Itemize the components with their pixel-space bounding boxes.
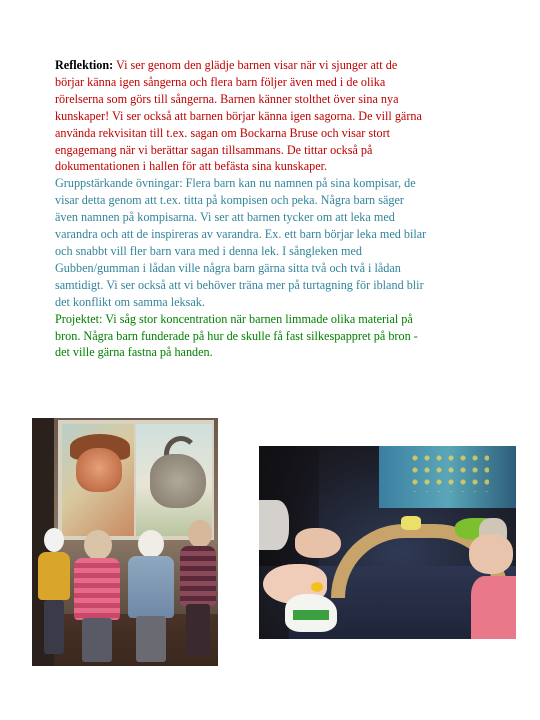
group-line-2: visar detta genom att t.ex. titta på kompisen och peka. Några barn säger	[55, 193, 404, 208]
goat-toy-horn	[311, 582, 323, 592]
pink-sleeve	[471, 576, 516, 639]
reflection-line-7: dokumentationen i hallen för att befästa sina kunskaper.	[55, 159, 328, 174]
group-line-8: det konflikt om samma leksak.	[55, 294, 205, 309]
hand-adult	[295, 528, 341, 558]
project-line-2: bron. Några barn funderade på hur de skulle få fast silkespappret på bron -	[55, 328, 418, 343]
project-line-3: det ville gärna fastna på handen.	[55, 345, 213, 360]
child-blue-patterned	[126, 530, 176, 666]
reflection-line-2: börjar känna igen sångerna och flera barn följer även med i de olika	[55, 74, 386, 89]
project-line-1: Projektet: Vi såg stor koncentration när barnen limmade olika material på	[55, 311, 413, 326]
child-dark-striped	[178, 520, 218, 666]
goat-toy-stripe	[293, 610, 329, 620]
group-line-1: Gruppstärkande övningar: Flera barn kan nu namnen på sina kompisar, de	[55, 176, 416, 191]
yellow-paper-piece	[401, 516, 421, 530]
reflection-line-1: Reflektion: Vi ser genom den glädje barnen visar när vi sjunger att de	[55, 58, 398, 72]
group-line-5: och snabbt vill fler barn vara med i denna lek. I sångleken med	[55, 243, 362, 258]
sleeve-pattern	[409, 452, 489, 492]
arm-left	[259, 500, 289, 550]
child-pink-striped	[72, 530, 122, 666]
troll-face	[76, 448, 122, 492]
text-block	[55, 57, 485, 361]
reflection-line-3: rörelserna som görs till sångerna. Barnen känner stolthet över sina nya	[55, 91, 399, 106]
group-line-4: varandra och att de inspireras av varandra. Ex. ett barn börjar leka med bilar	[55, 227, 427, 242]
reflection-line-5: använda rekvisitan till t.ex. sagan om Bockarna Bruse och visar stort	[55, 125, 391, 140]
group-line-6: Gubben/gumman i lådan ville några barn gärna sitta två och två i lådan	[55, 260, 401, 275]
reflection-line-4: kunskaper! Vi ser också att barnen börjar känna igen sagorna. De vill gärna	[55, 108, 422, 123]
child-yellow-shirt	[36, 528, 72, 666]
hand-right	[469, 534, 513, 574]
goat-figure	[150, 454, 206, 508]
group-line-7: samtidigt. Vi ser också att vi behöver träna mer på turtagning för ibland blir	[55, 277, 424, 292]
photo-crafting-bridge	[259, 446, 516, 639]
reflection-line-6: engagemang när vi berättar sagan tillsammans. De tittar också på	[55, 142, 373, 157]
group-line-3: även namnen på kompisarna. Vi ser att barnen tycker om att leka med	[55, 210, 395, 225]
photo-projector-storybook	[32, 418, 218, 666]
reflection-heading: Reflektion:	[55, 58, 114, 72]
